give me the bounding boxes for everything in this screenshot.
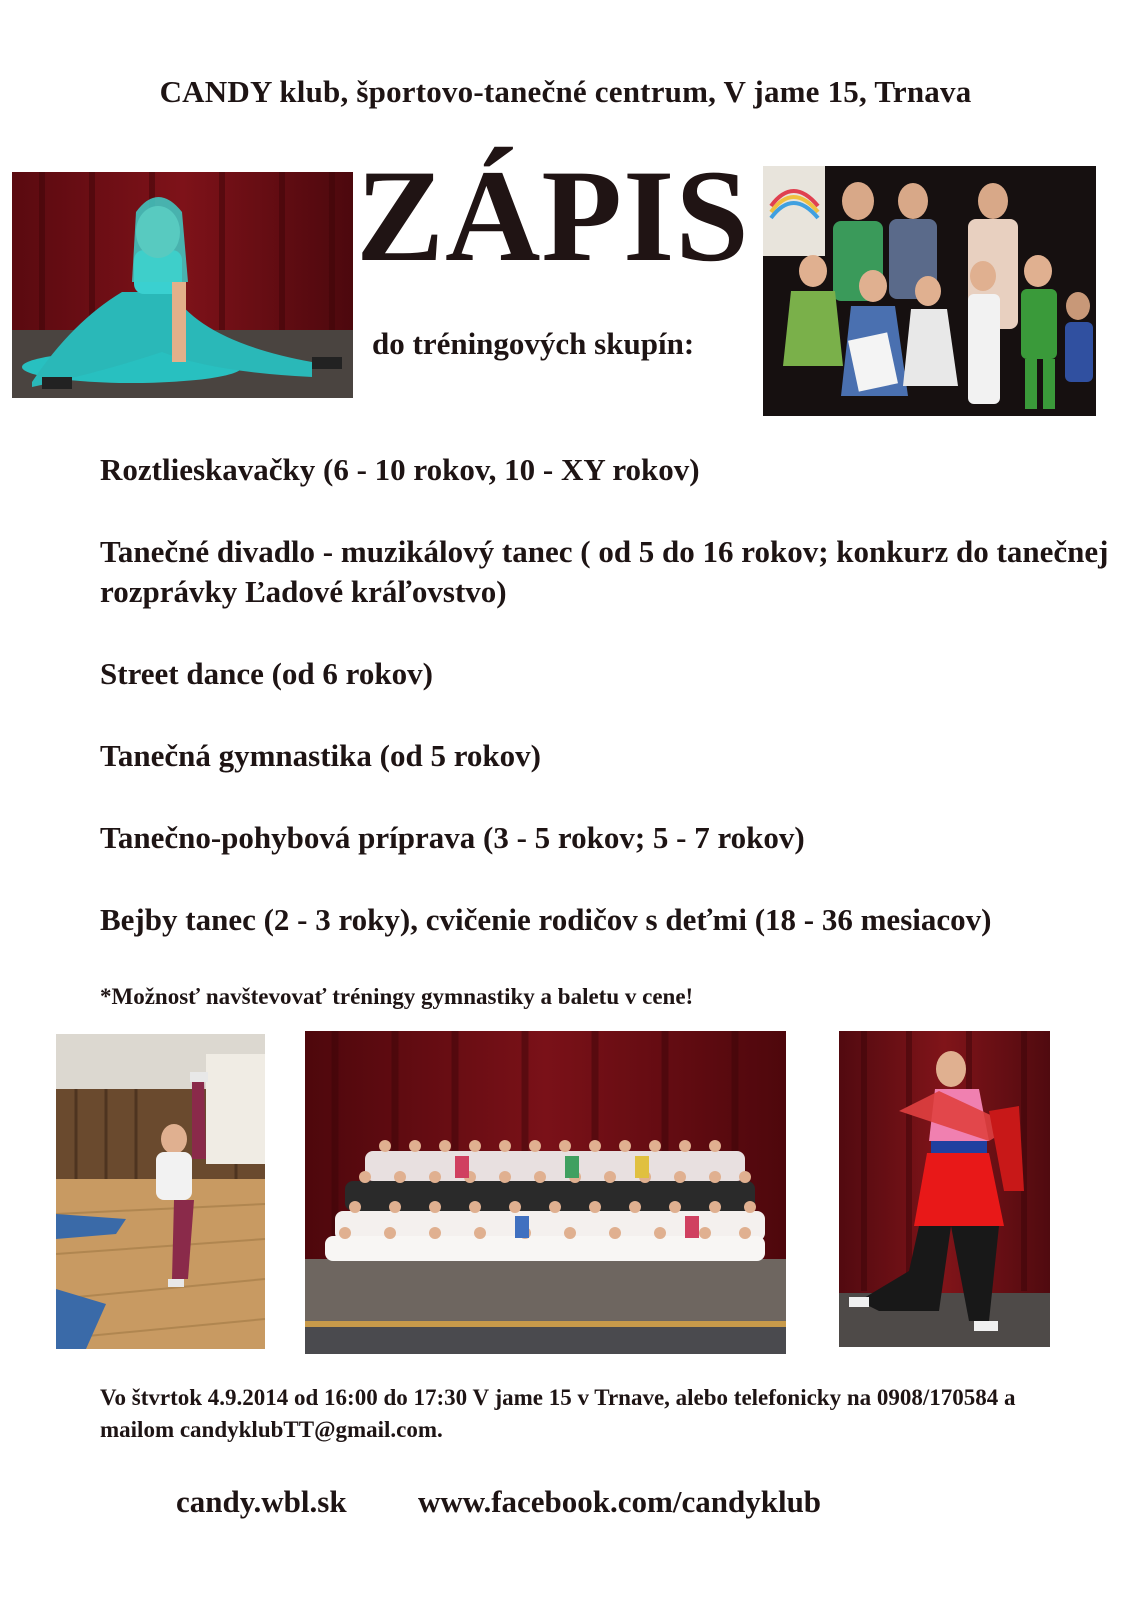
photo-gym-stretch: [56, 1034, 265, 1349]
price-note: *Možnosť navštevovať tréningy gymnastiky a baletu v cene!: [100, 984, 694, 1009]
group-item: Tanečná gymnastika (od 5 rokov): [100, 738, 541, 773]
website-link[interactable]: candy.wbl.sk: [176, 1484, 347, 1519]
photo-group-stage: [305, 1031, 786, 1354]
header-address: CANDY klub, športovo-tanečné centrum, V jame 15, Trnava: [159, 74, 972, 109]
group-item: Street dance (od 6 rokov): [100, 656, 433, 691]
training-groups-list: [100, 450, 1110, 982]
title-zapis: ZÁPIS: [356, 142, 750, 289]
photo-red-costume-dancer: [839, 1031, 1050, 1347]
group-item: Bejby tanec (2 - 3 roky), cvičenie rodičov s deťmi (18 - 36 mesiacov): [100, 902, 992, 937]
photo-stage-performers: [763, 166, 1096, 416]
group-item: Tanečné divadlo - muzikálový tanec ( od 5 do 16 rokov; konkurz do tanečnej rozprávky Ľadové kráľovstvo): [100, 534, 1109, 609]
group-item: Tanečno-pohybová príprava (3 - 5 rokov; 5 - 7 rokov): [100, 820, 805, 855]
subtitle: do tréningových skupín:: [372, 326, 695, 361]
facebook-link[interactable]: www.facebook.com/candyklub: [418, 1484, 822, 1519]
contact-info: Vo štvrtok 4.9.2014 od 16:00 do 17:30 V jame 15 v Trnave, alebo telefonicky na 0908/170584 a mailom candyklubTT@gmail.com.: [100, 1385, 1016, 1442]
photo-dancer-turquoise: [12, 172, 353, 398]
group-item: Roztlieskavačky (6 - 10 rokov, 10 - XY rokov): [100, 452, 700, 487]
